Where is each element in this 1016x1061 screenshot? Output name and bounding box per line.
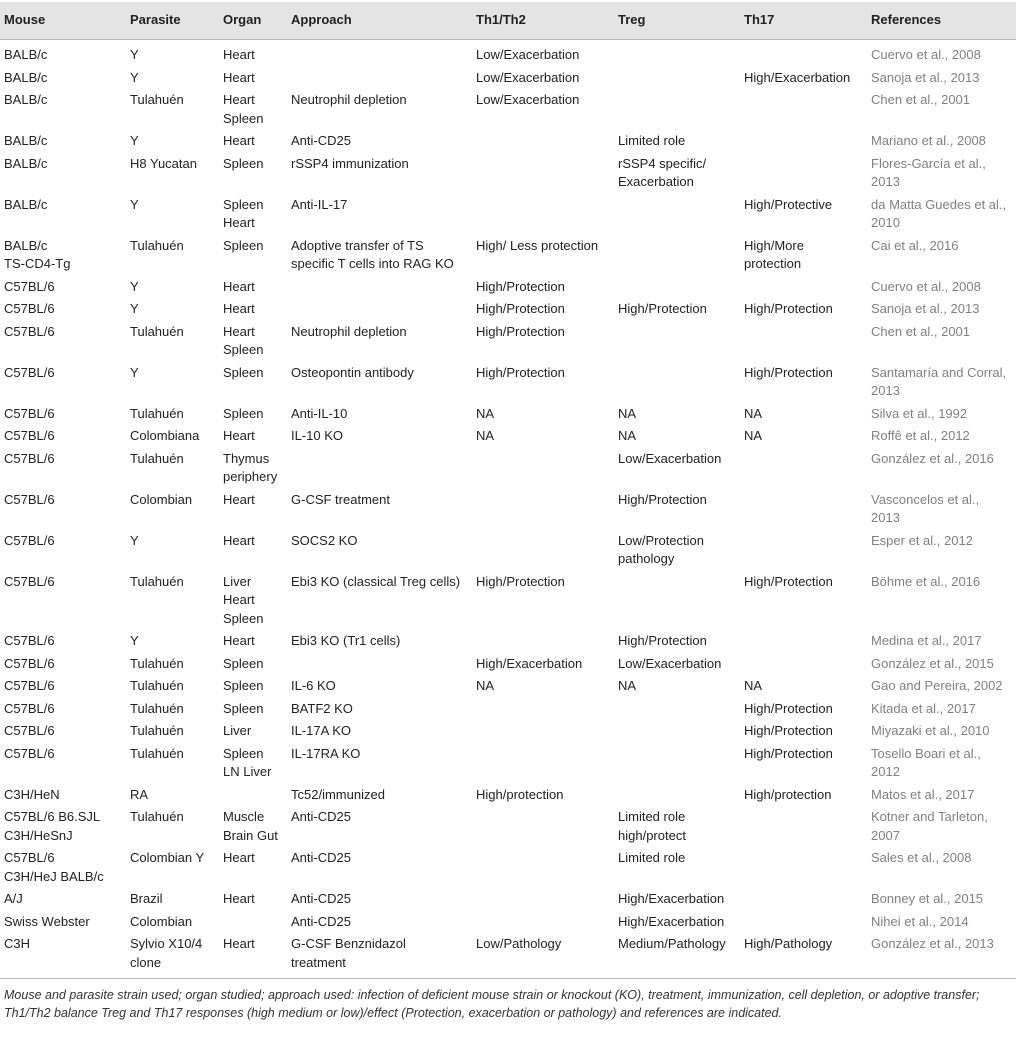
table-row [0,889,1016,912]
table-cell: Low/Exacerbation [476,92,580,107]
table-cell [614,40,740,68]
table-row [0,426,1016,449]
table-row [0,90,1016,131]
table-cell: BALB/c [4,92,48,107]
table-cell: Roffê et al., 2012 [871,428,970,443]
table-cell: High/More protection [744,237,804,271]
table-cell: High/Protection [476,573,565,589]
table-cell: Cuervo et al., 2008 [871,47,981,62]
column-header: Parasite [126,2,219,40]
table-cell: C57BL/6 [4,678,55,693]
table-cell: Matos et al., 2017 [871,786,975,802]
table-row [0,807,1016,848]
table-cell: Kotner and Tarleton, 2007 [871,809,988,843]
table-cell: Y [130,301,139,316]
table-cell: rSSP4 specific/ Exacerbation [618,155,707,189]
table-cell: da Matta Guedes et al., 2010 [871,196,1007,230]
table-cell [614,322,740,363]
table-cell: Neutrophil depletion [291,92,407,107]
table-cell: Nihei et al., 2014 [871,913,969,929]
table-cell: High/Protection [744,364,833,380]
table-cell: IL-17A KO [291,723,351,738]
table-cell: High/Pathology [740,934,867,979]
table-cell: G-CSF Benznidazol treatment [287,934,472,979]
table-cell: Vasconcelos et al., 2013 [871,491,980,525]
table-cell: C57BL/6 [4,278,55,294]
table-cell: Tulahuén [130,237,184,253]
table-cell [740,90,867,131]
table-row [0,236,1016,277]
table-cell [740,531,867,572]
table-cell: Heart [223,428,255,443]
table-cell: Tulahuén [130,700,184,716]
table-cell: High/Exacerbation [618,891,725,906]
table-row [0,699,1016,722]
table-cell: NA [618,428,637,443]
table-cell: C57BL/6 [4,428,55,443]
table-cell: Swiss Webster [4,913,90,929]
table-cell: NA [618,678,637,693]
table-cell: C57BL/6 B6.SJL C3H/HeSnJ [4,809,101,843]
table-cell: IL-10 KO [291,428,344,443]
table-cell [614,744,740,785]
table-cell: Spleen [223,655,264,671]
table-cell [740,654,867,677]
table-cell: Tc52/immunized [291,786,385,802]
table-row [0,676,1016,699]
table-cell: C57BL/6 [4,723,55,738]
table-cell: Liver [223,723,252,738]
table-cell [740,912,867,935]
table-cell: High/protection [744,786,832,802]
table-row [0,277,1016,300]
table-cell: Limited role [618,850,686,865]
table-cell: C57BL/6 [4,655,55,671]
table-cell: Böhme et al., 2016 [871,573,981,589]
table-cell: C57BL/6 [4,450,55,466]
table-cell [472,449,614,490]
table-cell: C57BL/6 [4,745,55,761]
table-cell: Heart [223,532,255,548]
table-cell: Anti-CD25 [291,913,351,929]
table-row [0,154,1016,195]
table-cell: Heart [223,850,255,865]
table-cell: Tulahuén [130,809,184,824]
table-cell [472,631,614,654]
table-cell: Y [130,133,139,148]
table-cell: Anti-CD25 [291,850,351,865]
table-cell: BATF2 KO [291,700,353,716]
table-cell: Heart [223,633,255,648]
table-cell: Y [130,47,139,62]
table-cell [740,490,867,531]
table-row [0,531,1016,572]
table-cell: Heart Spleen [223,92,264,126]
table-cell: High/Exacerbation [744,69,851,85]
table-cell [472,912,614,935]
table-cell [614,90,740,131]
table-cell: C57BL/6 [4,364,55,380]
table-cell: Low/Exacerbation [618,450,722,466]
table-row [0,68,1016,91]
table-cell: Anti-IL-10 [291,405,348,421]
table-row [0,299,1016,322]
table-cell: C3H [0,934,126,979]
table-cell: C57BL/6 [4,301,55,316]
table-cell: Tulahuén [130,723,184,738]
table-cell: Chen et al., 2001 [871,323,971,339]
table-cell: H8 Yucatan [130,155,197,171]
table-cell: C57BL/6 [4,633,55,648]
table-cell: Low/Exacerbation [476,69,580,85]
table-cell: High/Protection [744,745,833,761]
table-cell [472,490,614,531]
table-cell: High/Protection [618,633,707,648]
table-body [0,40,1016,979]
table-cell: C57BL/6 [4,700,55,716]
table-cell: Colombian [130,913,193,929]
table-cell: NA [744,678,763,693]
table-cell: High/Protection [744,301,833,316]
table-cell: Heart [223,891,255,906]
table-cell: Kitada et al., 2017 [871,700,976,716]
table-cell: BALB/c [4,155,48,171]
table-cell: Silva et al., 1992 [871,405,968,421]
table-cell [472,195,614,236]
table-cell [287,68,472,91]
table-cell: Low/Exacerbation [618,655,722,671]
table-cell: High/Protection [476,323,565,339]
table-cell: BALB/c [4,47,48,62]
table-cell [472,131,614,154]
table-cell: Limited role high/protect [618,809,686,843]
table-cell: Cai et al., 2016 [871,237,959,253]
table-cell: Anti-IL-17 [291,196,348,212]
table-cell: Esper et al., 2012 [871,532,973,548]
table-cell: C57BL/6 [4,491,55,507]
table-cell: C3H/HeN [4,786,60,802]
table-cell: Heart [223,491,255,507]
table-cell [287,449,472,490]
table-cell: Heart [219,934,287,979]
data-table [0,2,1016,979]
table-cell: BALB/c TS-CD4-Tg [4,237,71,271]
table-cell: Spleen [223,700,264,716]
table-row [0,449,1016,490]
table-cell: Y [130,278,139,294]
table-cell [740,807,867,848]
table-cell [614,572,740,632]
table-row [0,40,1016,68]
table-cell: High/Exacerbation [476,655,583,671]
table-cell: Colombiana [130,428,200,443]
table-cell [287,299,472,322]
table-cell: González et al., 2015 [871,655,994,671]
table-cell: NA [476,405,495,421]
table-cell [219,912,287,935]
table-row [0,721,1016,744]
table-cell: Mariano et al., 2008 [871,133,986,148]
table-cell [287,654,472,677]
table-cell [740,322,867,363]
table-cell: Anti-CD25 [291,891,351,906]
table-cell: SOCS2 KO [291,532,358,548]
table-cell: High/protection [476,786,564,802]
table-row [0,912,1016,935]
table-cell [472,721,614,744]
table-cell: Tulahuén [130,573,184,589]
table-cell [740,848,867,889]
table-row [0,744,1016,785]
table-cell: Heart Spleen [223,323,264,357]
table-cell: High/Exacerbation [618,913,725,929]
table-cell: High/Protection [744,700,833,716]
table-cell: Low/Exacerbation [476,47,580,62]
column-header: Th1/Th2 [472,2,614,40]
table-cell: Y [130,196,139,212]
table-cell: Adoptive transfer of TS specific T cells into RAG KO [291,237,454,271]
table-cell [740,889,867,912]
table-cell [740,449,867,490]
table-cell [740,154,867,195]
table-cell: C57BL/6 [4,573,55,589]
table-cell: Chen et al., 2001 [871,92,971,107]
table-row [0,131,1016,154]
table-cell: Miyazaki et al., 2010 [871,723,990,738]
table-cell: C57BL/6 C3H/HeJ BALB/c [4,850,104,884]
table-cell: Heart [223,301,255,316]
table-row [0,934,1016,979]
table-cell: rSSP4 immunization [291,155,409,171]
table-caption: Mouse and parasite strain used; organ studied; approach used: infection of deficient mouse strain or knockout (KO), treatment, immunization, cell depletion, or adoptive transfer; Th1/Th2 balance Treg and Th17 responses (high medium or low)/effect (Protection, exacerbation or pathology) and references are indicated. [4,988,980,1020]
table-cell: BALB/c [4,133,48,148]
table-cell: BALB/c [4,196,48,212]
table-cell [287,277,472,300]
table-cell: Osteopontin antibody [291,364,414,380]
table-cell: Colombian [130,491,193,507]
table-cell [472,807,614,848]
table-cell: NA [476,428,495,443]
table-cell: Cuervo et al., 2008 [871,278,981,294]
table-cell [740,277,867,300]
table-cell: Anti-CD25 [291,809,351,824]
table-cell: Colombian Y [130,850,205,865]
table-cell: Tulahuén [130,450,184,466]
table-cell: Low/Protection pathology [618,532,704,566]
table-row [0,654,1016,677]
table-cell: Heart [223,69,255,85]
table-cell: Ebi3 KO (classical Treg cells) [291,573,461,589]
table-cell: Liver Heart Spleen [223,573,264,626]
table-cell: Ebi3 KO (Tr1 cells) [291,633,401,648]
table-cell: C57BL/6 [4,405,55,421]
table-cell [614,236,740,277]
table-cell: González et al., 2016 [871,450,994,466]
table-cell: Sylvio X10/4 clone [126,934,219,979]
table-row [0,572,1016,632]
table-cell: High/ Less protection [476,237,599,253]
table-cell: Y [130,633,139,648]
table-cell: Muscle Brain Gut [223,809,278,843]
table-cell: BALB/c [4,69,48,85]
table-cell [614,195,740,236]
table-cell: Sanoja et al., 2013 [871,69,980,85]
table-cell [472,848,614,889]
table-cell [740,631,867,654]
table-cell: IL-17RA KO [291,745,361,761]
table-cell: Tulahuén [130,92,184,107]
table-cell [472,889,614,912]
table-cell [614,721,740,744]
table-cell: Spleen Heart [223,196,264,230]
table-cell: Santamaría and Corral, 2013 [871,364,1007,398]
table-cell: Tulahuén [130,745,184,761]
table-cell [472,744,614,785]
table-cell: Thymus periphery [223,450,278,484]
table-cell: High/Protection [618,301,707,316]
table-cell: Anti-CD25 [291,133,351,148]
table-cell: Medina et al., 2017 [871,633,982,648]
table-cell: High/Protection [476,301,565,316]
table-cell [472,154,614,195]
column-header: Treg [614,2,740,40]
table-cell [614,699,740,722]
column-header: Approach [287,2,472,40]
table-cell: Tulahuén [130,678,184,693]
table-cell [614,785,740,808]
table-cell: Gao and Pereira, 2002 [871,678,1003,693]
table-cell: Spleen [223,237,264,253]
table-row [0,785,1016,808]
table-cell: NA [744,405,763,421]
table-cell: Sanoja et al., 2013 [871,301,980,316]
column-header: References [867,2,1016,40]
table-row [0,848,1016,889]
table-row [0,404,1016,427]
table-cell [219,785,287,808]
table-cell: High/Protection [618,491,707,507]
table-cell: Tulahuén [130,405,184,421]
table-cell: Tulahuén [130,323,184,339]
table-cell: Spleen [223,364,264,380]
table-header-row [0,2,1016,40]
table-cell: Spleen LN Liver [223,745,272,779]
table-cell: NA [618,405,637,421]
table-cell: Spleen [223,405,264,421]
column-header: Mouse [0,2,126,40]
table-cell: IL-6 KO [291,678,336,693]
table-cell: Limited role [618,133,686,148]
table-cell: Spleen [223,678,264,693]
table-row [0,363,1016,404]
table-cell [740,131,867,154]
table-cell: C57BL/6 [4,532,55,548]
column-header: Th17 [740,2,867,40]
table-cell [614,68,740,91]
table-row [0,490,1016,531]
table-cell: A/J [4,891,23,906]
table-cell: Heart [223,133,255,148]
table-cell [614,363,740,404]
table-cell: Sales et al., 2008 [871,850,972,865]
column-header: Organ [219,2,287,40]
table-cell: High/Protection [744,723,833,738]
table-cell: González et al., 2013 [867,934,1016,979]
table-row [0,631,1016,654]
table-cell: Brazil [130,891,163,906]
table-row [0,195,1016,236]
table-cell: NA [476,678,495,693]
table-cell: High/Protective [744,196,833,212]
table-cell [472,531,614,572]
table-cell: Y [130,69,139,85]
table-cell: Spleen [223,155,264,171]
table-cell [472,699,614,722]
table-cell: Heart [223,47,255,62]
table-cell: Neutrophil depletion [291,323,407,339]
table-cell: Flores-García et al., 2013 [871,155,986,189]
table-cell: G-CSF treatment [291,491,390,507]
table-cell: Bonney et al., 2015 [871,891,984,906]
table-cell [287,40,472,68]
table-cell: Y [130,532,139,548]
table-cell [740,40,867,68]
table-cell: High/Protection [744,573,833,589]
table-cell: Y [130,364,139,380]
table-cell: C57BL/6 [4,323,55,339]
table-cell: High/Protection [476,364,565,380]
table-cell: Tosello Boari et al., 2012 [871,745,981,779]
table-cell: Low/Pathology [472,934,614,979]
table-cell: Heart [223,278,255,294]
table-cell: NA [744,428,763,443]
table-cell: Medium/Pathology [614,934,740,979]
table-row [0,322,1016,363]
table-cell: RA [130,786,149,802]
table-cell: High/Protection [476,278,565,294]
table-cell: Tulahuén [130,655,184,671]
table-cell [614,277,740,300]
